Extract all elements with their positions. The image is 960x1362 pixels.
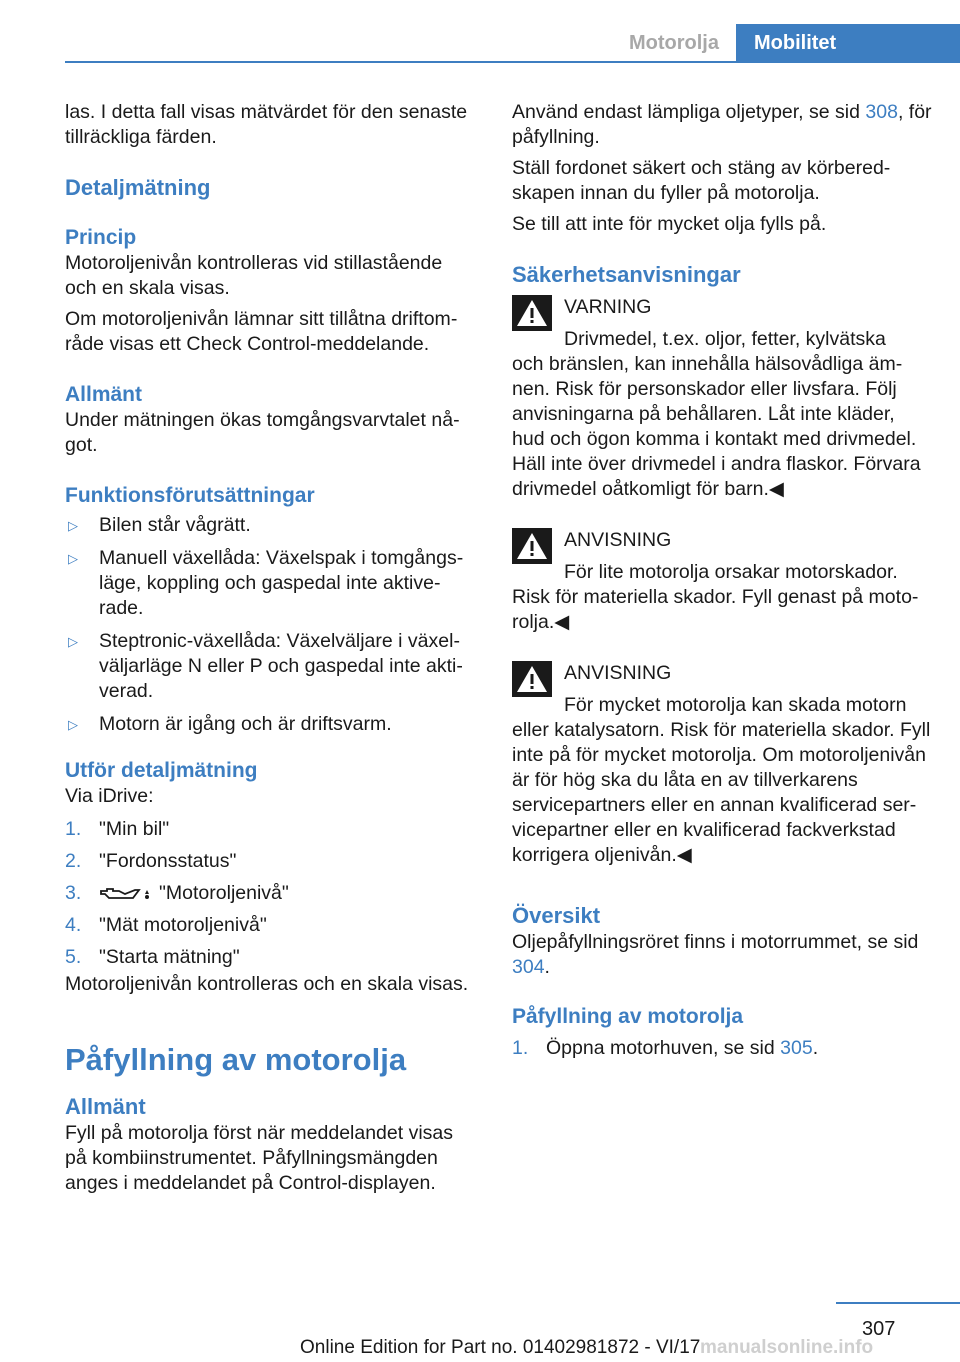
notice-body: Risk för materiella skador. Fyll genast på motorolja.◀ xyxy=(512,586,919,633)
warning-first-line: Drivmedel, t.ex. oljor, fetter, kylvätska xyxy=(564,328,886,350)
allmant-paragraph: Under mätningen ökas tomgångsvarvtalet något. xyxy=(65,409,460,456)
step-text: "Fordonsstatus" xyxy=(99,850,237,872)
fill-steps-list xyxy=(512,1036,932,1061)
page-link-304[interactable]: 304 xyxy=(512,956,545,978)
watermark: manualsonline.info xyxy=(700,1337,874,1358)
list-item xyxy=(65,913,475,938)
list-item xyxy=(65,945,475,970)
edition-note: Online Edition for Part no. 01402981872 - VI/17 xyxy=(300,1337,701,1358)
list-item xyxy=(65,712,475,737)
triangle-right-icon: ▷ xyxy=(68,551,78,566)
step-text: "Starta mätning" xyxy=(99,946,240,968)
heading-princip: Princip xyxy=(65,226,137,249)
triangle-right-icon: ▷ xyxy=(68,717,78,732)
footer-rule xyxy=(836,1302,960,1304)
heading-allmant-2: Allmänt xyxy=(65,1094,146,1119)
heading-pafyllning-av-motorolja-2: Påfyllning av motorolja xyxy=(512,1005,744,1028)
notice-block xyxy=(512,661,932,868)
princip-paragraph-2: Om motoroljenivån lämnar sitt tillåtna driftområde visas ett Check Control-meddelande. xyxy=(65,308,458,355)
text: . xyxy=(812,1037,819,1059)
heading-pafyllning-av-motorolja: Påfyllning av motorolja xyxy=(65,1042,407,1077)
list-item-text: Steptronic-växellåda: Växelväljare i växelväljarläge N eller P och gaspedal inte aktiverad. xyxy=(99,630,463,702)
step-number: 1. xyxy=(65,818,82,840)
page-header xyxy=(0,0,960,62)
page-number: 307 xyxy=(862,1318,896,1340)
left-column xyxy=(65,100,475,1196)
list-item xyxy=(65,629,475,704)
heading-utfor-detaljmatning: Utför detaljmätning xyxy=(65,759,258,782)
text: Oljepåfyllningsröret finns i motorrummet, se sid xyxy=(512,931,919,953)
heading-oversikt: Översikt xyxy=(512,903,601,928)
heading-allmant: Allmänt xyxy=(65,383,143,406)
princip-paragraph-1: Motoroljenivån kontrolleras vid stillastående och en skala visas. xyxy=(65,252,443,299)
notice-first-line: För lite motorolja orsakar motorskador. xyxy=(564,561,898,583)
not-too-much-paragraph: Se till att inte för mycket olja fylls på. xyxy=(512,213,827,235)
warning-title: VARNING xyxy=(564,296,652,318)
list-item xyxy=(512,1036,932,1061)
list-item xyxy=(65,849,475,874)
intro-paragraph: las. I detta fall visas mätvärdet för den senaste tillräckliga färden. xyxy=(65,101,468,148)
steps-list xyxy=(65,817,475,970)
warning-body: och bränslen, kan innehålla hälsovådliga ämnen. Risk för personskador eller livsfara. Följ anvisningarna på behållaren. Låt inte kläder, hud och ögon komma i kontakt med drivmedel. Häll inte över drivmedel i andra flaskor. Förvara drivmedel oåtkomligt för barn.◀ xyxy=(512,353,921,500)
page-link-308[interactable]: 308 xyxy=(865,101,898,123)
heading-funktionsforutsattningar: Funktionsförutsättningar xyxy=(65,484,315,507)
warning-triangle-icon xyxy=(512,528,552,564)
park-paragraph: Ställ fordonet säkert och stäng av körberedskapen innan du fyller på motorolja. xyxy=(512,157,891,204)
step-text: "Motoroljenivå" xyxy=(159,882,289,904)
step-text: Öppna motorhuven, se sid xyxy=(546,1037,781,1059)
text: Använd endast lämpliga oljetyper, se sid xyxy=(512,101,866,123)
heading-sakerhetsanvisningar: Säkerhetsanvisningar xyxy=(512,262,741,287)
notice-title: ANVISNING xyxy=(564,529,672,551)
heading-detaljmatning: Detaljmätning xyxy=(65,175,211,200)
step-number: 1. xyxy=(512,1037,529,1059)
warning-triangle-icon xyxy=(512,661,552,697)
via-idrive: Via iDrive: xyxy=(65,785,154,807)
notice-body: eller katalysatorn. Risk för materiella skador. Fyll inte på för mycket motorolja. Om motoroljenivån är för hög ska du låta en av tillverkarens servicepartners eller en annan kvalificerad servicepartner eller en kvalificerad fackverkstad korrigera oljenivån.◀ xyxy=(512,719,931,866)
oil-can-icon xyxy=(99,885,153,903)
notice-block xyxy=(512,528,932,635)
triangle-right-icon: ▷ xyxy=(68,518,78,533)
notice-title: ANVISNING xyxy=(564,662,672,684)
allmant-2-paragraph: Fyll på motorolja först när meddelandet visas på kombiinstrumentet. Påfyllningsmängden anges i meddelandet på Control-displayen. xyxy=(65,1122,454,1194)
step-number: 5. xyxy=(65,946,82,968)
oil-type-paragraph xyxy=(512,100,932,150)
after-steps-paragraph: Motoroljenivån kontrolleras och en skala visas. xyxy=(65,973,469,995)
chapter-tab: Mobilitet xyxy=(736,24,960,62)
step-text: "Min bil" xyxy=(99,818,170,840)
step-number: 3. xyxy=(65,882,82,904)
oversikt-paragraph xyxy=(512,930,932,980)
list-item-text: Motorn är igång och är driftsvarm. xyxy=(99,713,392,735)
text: , för påfyllning. xyxy=(512,101,932,148)
notice-first-line: För mycket motorolja kan skada motorn xyxy=(564,694,907,716)
list-item xyxy=(65,817,475,842)
section-tab: Motorolja xyxy=(612,24,736,62)
right-column xyxy=(512,100,932,1061)
warning-block xyxy=(512,295,932,502)
list-item xyxy=(65,546,475,621)
list-item xyxy=(65,881,475,906)
list-item-text: Manuell växellåda: Växelspak i tomgångsläge, koppling och gaspedal inte aktiverade. xyxy=(99,547,464,619)
list-item-text: Bilen står vågrätt. xyxy=(99,514,251,536)
step-text: "Mät motoroljenivå" xyxy=(99,914,267,936)
list-item xyxy=(65,513,475,538)
page-link-305[interactable]: 305 xyxy=(780,1037,813,1059)
step-number: 4. xyxy=(65,914,82,936)
conditions-list xyxy=(65,513,475,737)
text: . xyxy=(544,956,550,978)
warning-triangle-icon xyxy=(512,295,552,331)
step-number: 2. xyxy=(65,850,82,872)
triangle-right-icon: ▷ xyxy=(68,634,78,649)
header-rule xyxy=(65,61,960,63)
